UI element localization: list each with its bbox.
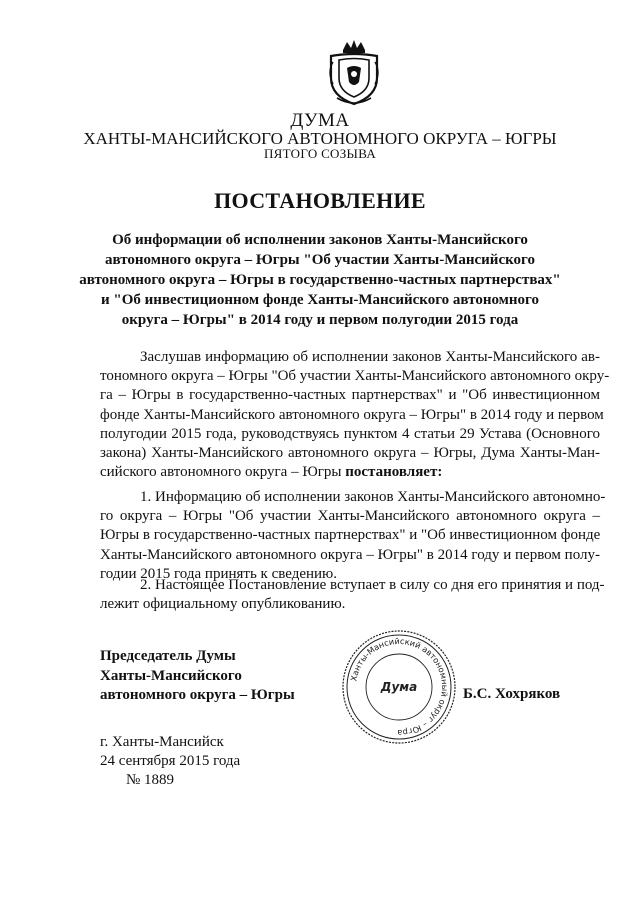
convocation-label: ПЯТОГО СОЗЫВА (263, 146, 377, 161)
institution-name: ДУМА (290, 110, 350, 131)
resolution-item-1 (100, 488, 606, 584)
paragraph-line: полугодии 2015 года, руководствуясь пунктом 4 статьи 29 Устава (Основного (100, 425, 600, 442)
paragraph-line: 2. Настоящее Постановление вступает в силу со дня его принятия и под- (140, 577, 605, 593)
document-footer (100, 733, 240, 790)
paragraph-line: га – Югры в государственно-частных партнерствах" и "Об инвестиционном (100, 387, 600, 404)
coat-of-arms-emblem (323, 38, 385, 106)
paragraph-line: Заслушав информацию об исполнении законов Ханты-Мансийского ав- (140, 349, 600, 365)
paragraph-line: Югры в государственно-частных партнерствах" и "Об инвестиционном фонде (100, 527, 601, 544)
signatory-line: автономного округа – Югры (100, 687, 295, 703)
subject-line: автономного округа – Югры "Об участии Ханты-Мансийского (104, 252, 535, 268)
subject-line: и "Об инвестиционном фонде Ханты-Мансийского автономного (101, 292, 539, 308)
signer-name: Б.С. Хохряков (463, 686, 561, 702)
paragraph-line: закона) Ханты-Мансийского автономного округа – Югры, Дума Ханты-Ман- (100, 445, 600, 462)
official-seal-stamp (340, 628, 458, 746)
paragraph-line: тономного округа – Югры "Об участии Ханты-Мансийского автономного окру- (100, 368, 610, 385)
place-of-adoption: г. Ханты-Мансийск (100, 734, 224, 750)
paragraph-line: 1. Информацию об исполнении законов Ханты-Мансийского автономно- (140, 489, 606, 505)
intro-paragraph (100, 348, 610, 482)
paragraph-line: Ханты-Мансийского автономного округа – Югры" в 2014 году и первом полу- (100, 546, 600, 563)
adoption-date: 24 сентября 2015 года (100, 753, 241, 769)
resolves-keyword: постановляет: (345, 464, 443, 481)
stamp-ring-text: Ханты-Мансийский автономный округ – Югра (348, 635, 451, 739)
subject-line: Об информации об исполнении законов Ханты-Мансийского (112, 232, 528, 248)
signatory-line: Ханты-Мансийского (100, 667, 242, 684)
subject-line: округа – Югры" в 2014 году и первом полугодии 2015 года (121, 312, 519, 328)
paragraph-line: фонде Ханты-Мансийского автономного округа – Югры" в 2014 году и первом (100, 406, 604, 423)
paragraph-line-text: сийского автономного округа – Югры (100, 464, 342, 481)
stamp-center-text: Дума (380, 680, 418, 694)
paragraph-line: годии 2015 года принять к сведению. (100, 565, 337, 582)
document-number: № 1889 (126, 772, 175, 788)
signatory-title (100, 647, 295, 706)
resolution-subject (70, 230, 570, 330)
signatory-line: Председатель Думы (100, 648, 236, 664)
paragraph-line: го округа – Югры "Об участии Ханты-Мансийского автономного округа – (100, 508, 600, 525)
resolution-item-2 (100, 576, 605, 614)
document-type-title: ПОСТАНОВЛЕНИЕ (214, 188, 426, 213)
subject-line: автономного округа – Югры в государственно-частных партнерствах" (79, 272, 561, 288)
paragraph-line: лежит официальному опубликованию. (100, 596, 346, 613)
paragraph-line (100, 463, 600, 482)
region-name: ХАНТЫ-МАНСИЙСКОГО АВТОНОМНОГО ОКРУГА – ЮГРЫ (83, 129, 557, 148)
